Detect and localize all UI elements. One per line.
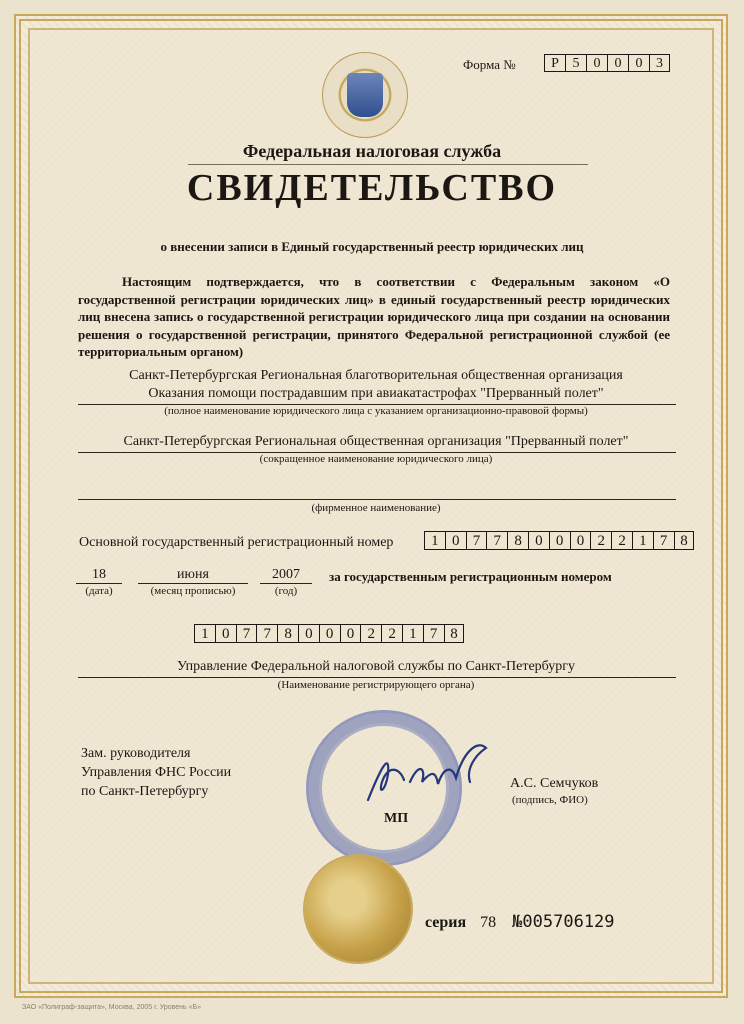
signer-line2: Управления ФНС России	[81, 765, 232, 780]
reg-digit: 7	[423, 624, 444, 643]
series-label: серия	[425, 914, 467, 931]
authority-rule	[78, 677, 676, 678]
document-subtitle: о внесении записи в Единый государственный реестр юридических лиц	[160, 239, 584, 254]
reg-digit: 2	[381, 624, 402, 643]
printer-note: ЗАО «Полиграф-защита», Москва, 2005 г. Уровень «Б»	[22, 1004, 201, 1011]
short-name-caption: (сокращенное наименование юридического лица)	[259, 453, 493, 465]
ogrn-digit: 0	[445, 531, 466, 550]
forma-code-char: 3	[649, 54, 670, 72]
forma-code-char: 0	[628, 54, 649, 72]
agency-divider	[188, 164, 588, 165]
date-month-rule	[138, 583, 248, 584]
date-year: 2007	[272, 567, 300, 582]
hologram-seal-icon	[305, 856, 411, 962]
ogrn-digit: 0	[549, 531, 570, 550]
full-name-caption: (полное наименование юридического лица с указанием организационно-правовой формы)	[164, 405, 588, 417]
ogrn-digit: 1	[632, 531, 653, 550]
ogrn-label: Основной государственный регистрационный номер	[79, 535, 394, 550]
forma-code-char: 5	[565, 54, 586, 72]
reg-digit: 8	[444, 624, 465, 643]
reg-digit: 2	[360, 624, 381, 643]
signer-line3: по Санкт-Петербургу	[81, 784, 209, 799]
date-day-rule	[76, 583, 122, 584]
ogrn-digit: 8	[674, 531, 695, 550]
full-name-line1: Санкт-Петербургская Региональная благотворительная общественная организация	[129, 368, 623, 383]
date-year-caption: (год)	[274, 585, 298, 597]
signer-caption: (подпись, ФИО)	[512, 794, 588, 806]
series-line	[425, 912, 615, 932]
date-month-caption: (месяц прописью)	[150, 585, 236, 597]
series-code: 78	[480, 914, 497, 931]
ogrn-digit: 0	[570, 531, 591, 550]
signer-name: А.С. Семчуков	[510, 776, 599, 791]
reg-digit: 8	[277, 624, 298, 643]
reg-digit: 0	[215, 624, 236, 643]
fns-emblem-icon	[322, 52, 408, 138]
signature-icon	[360, 730, 500, 810]
brand-name-caption: (фирменное наименование)	[311, 502, 441, 514]
reg-number-label: за государственным регистрационным номером	[329, 569, 612, 584]
ogrn-digit: 2	[611, 531, 632, 550]
authority-name: Управление Федеральной налоговой службы по Санкт-Петербургу	[176, 659, 575, 674]
ogrn-digit: 8	[507, 531, 528, 550]
short-name: Санкт-Петербургская Региональная общественная организация "Прерванный полет"	[123, 434, 629, 449]
ogrn-digit: 7	[653, 531, 674, 550]
forma-code-char: 0	[586, 54, 607, 72]
forma-code	[544, 54, 670, 72]
certification-text: Настоящим подтверждается, что в соответствии с Федеральным законом «О государственной регистрации юридических лиц» в единый государственный реестр юридических лиц внесена запись о государственной регистрации юридического лица при создании на основании решения о государственной регистрации, принятого Федеральной регистрационной службой (ее территориальным органом)	[78, 274, 670, 359]
document-title: СВИДЕТЕЛЬСТВО	[186, 167, 558, 209]
date-day: 18	[92, 567, 106, 582]
agency-name: Федеральная налоговая служба	[242, 141, 502, 161]
ogrn-digit: 7	[486, 531, 507, 550]
reg-number-digits	[194, 624, 464, 643]
ogrn-digit: 1	[424, 531, 445, 550]
ogrn-digit: 7	[466, 531, 487, 550]
reg-digit: 0	[319, 624, 340, 643]
reg-digit: 1	[194, 624, 215, 643]
date-year-rule	[260, 583, 312, 584]
certification-paragraph	[78, 273, 670, 361]
forma-label: Форма №	[463, 57, 516, 72]
signer-title	[81, 744, 231, 801]
signer-line1: Зам. руководителя	[81, 746, 191, 761]
authority-caption: (Наименование регистрирующего органа)	[277, 679, 475, 691]
date-month: июня	[177, 567, 209, 582]
reg-digit: 1	[402, 624, 423, 643]
forma-code-char: 0	[607, 54, 628, 72]
ogrn-digit: 0	[528, 531, 549, 550]
mp-label: МП	[384, 811, 409, 826]
forma-code-char: Р	[544, 54, 565, 72]
brand-name-rule	[78, 499, 676, 500]
ogrn-digits	[424, 531, 694, 550]
series-number: №005706129	[512, 912, 615, 932]
date-day-caption: (дата)	[85, 585, 113, 597]
full-name-line2: Оказания помощи пострадавшим при авиакатастрофах "Прерванный полет"	[148, 386, 604, 401]
reg-digit: 0	[340, 624, 361, 643]
reg-digit: 7	[236, 624, 257, 643]
reg-digit: 0	[298, 624, 319, 643]
reg-digit: 7	[256, 624, 277, 643]
ogrn-digit: 2	[590, 531, 611, 550]
